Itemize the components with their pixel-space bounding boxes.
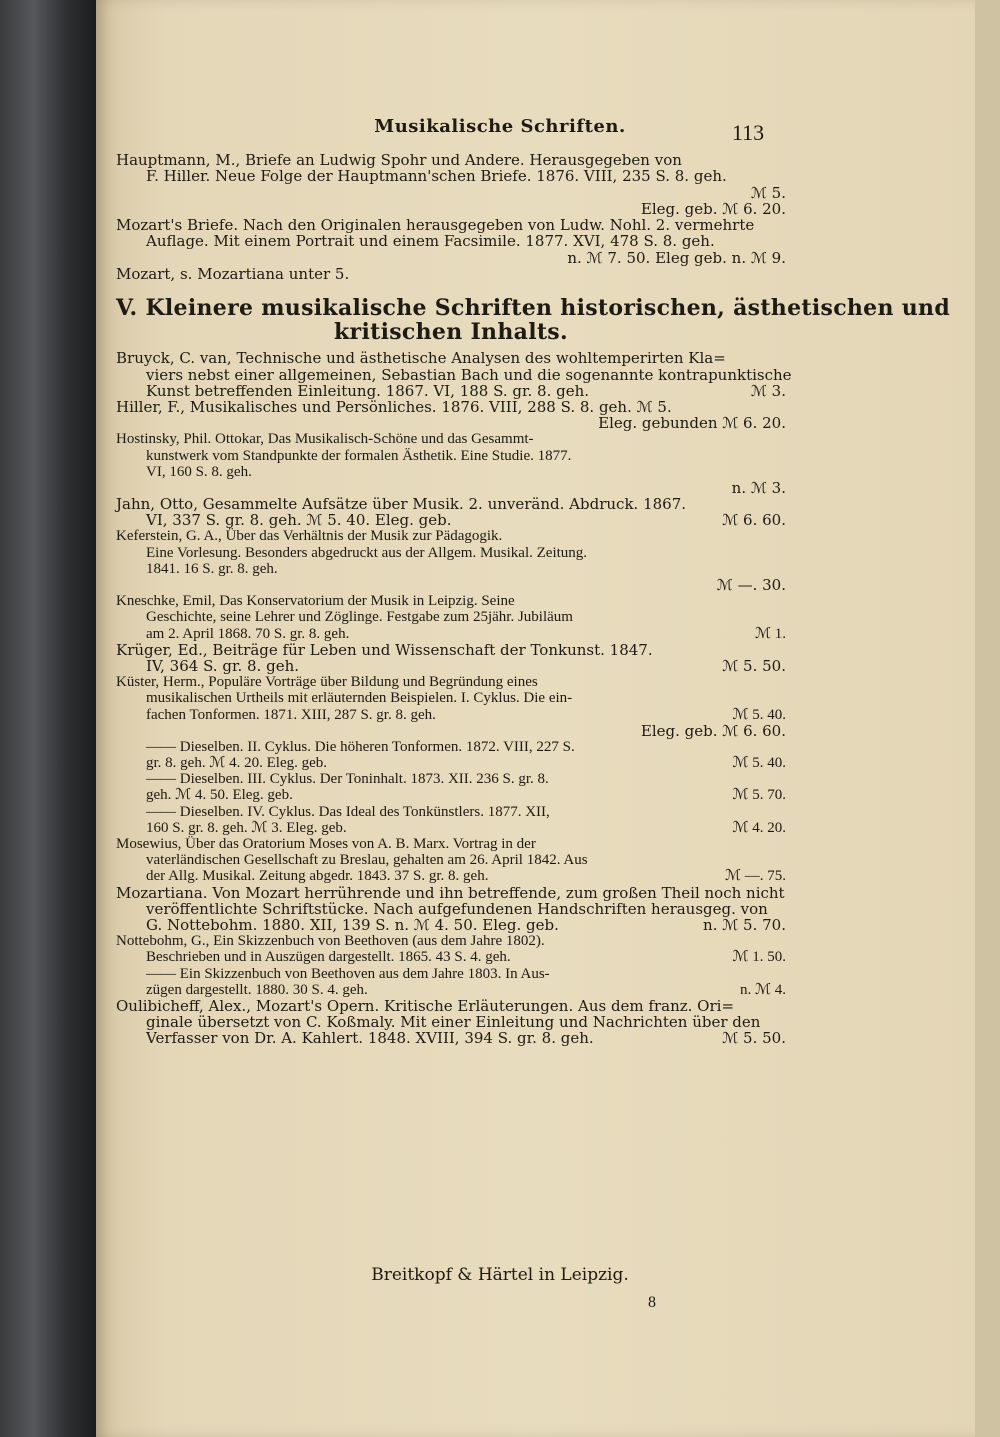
- entry-text: Bruyck, C. van, Technische und ästhetische Analysen des wohltemperirten Kla=: [116, 349, 726, 368]
- page-edge: [975, 0, 1000, 1437]
- entry-line: [116, 217, 786, 233]
- catalog-entries-top: [116, 152, 786, 282]
- entry-line: [116, 658, 786, 674]
- catalog-entry: [116, 998, 786, 1047]
- entry-text: Auflage. Mit einem Portrait und einem Facsimile. 1877. XVI, 478 S. 8. geh.: [146, 232, 715, 251]
- entry-line: [116, 707, 786, 723]
- entry-text: fachen Tonformen. 1871. XIII, 287 S. gr. 8. geh.: [146, 706, 436, 723]
- price: n. ℳ 3.: [731, 478, 786, 497]
- entry-line: [116, 901, 786, 917]
- entry-line: [116, 512, 786, 528]
- entry-line: [116, 723, 786, 739]
- entry-text: Eine Vorlesung. Besonders abgedruckt aus der Allgem. Musikal. Zeitung.: [146, 544, 588, 561]
- price: ℳ —. 75.: [724, 868, 786, 885]
- entry-text: Oulibicheff, Alex., Mozart's Opern. Kritische Erläuterungen. Aus dem franz. Ori=: [116, 996, 735, 1015]
- entry-line: [116, 626, 786, 642]
- catalog-entry: [116, 593, 786, 642]
- entry-text: Hostinsky, Phil. Ottokar, Das Musikalisch-Schöne und das Gesammt-: [116, 431, 534, 448]
- entry-line: [116, 233, 786, 249]
- entry-text: geh. ℳ 4. 50. Eleg. geb.: [146, 787, 293, 804]
- entry-line: [116, 804, 786, 820]
- entry-text: G. Nottebohm. 1880. XII, 139 S. n. ℳ 4. 50. Eleg. geb.: [146, 915, 559, 934]
- entry-line: [116, 201, 786, 217]
- entry-line: [116, 674, 786, 690]
- entry-text: Nottebohm, G., Ein Skizzenbuch von Beethoven (aus dem Jahre 1802).: [116, 933, 545, 950]
- entry-text: Hiller, F., Musikalisches und Persönliches. 1876. VIII, 288 S. 8. geh. ℳ 5.: [116, 397, 672, 416]
- catalog-entry: [116, 966, 786, 998]
- price: Eleg. gebunden ℳ 6. 20.: [598, 414, 786, 433]
- catalog-entry: [116, 431, 786, 496]
- entry-text: Hauptmann, M., Briefe an Ludwig Spohr und Andere. Herausgegeben von: [116, 151, 682, 169]
- section-heading: V. Kleinere musikalische Schriften historischen, ästhetischen und: [116, 295, 951, 322]
- price: ℳ 5. 40.: [732, 706, 786, 723]
- entry-text: vaterländischen Gesellschaft zu Breslau, gehalten am 26. April 1842. Aus: [146, 852, 588, 869]
- entry-text: der Allg. Musikal. Zeitung abgedr. 1843. 37 S. gr. 8. geh.: [146, 868, 489, 885]
- catalog-entry: [116, 399, 786, 431]
- running-title: Musikalische Schriften.: [374, 116, 626, 137]
- catalog-entry: [116, 933, 786, 965]
- entry-line: [116, 820, 786, 836]
- entry-line: [116, 448, 786, 464]
- catalog-entry: [116, 217, 786, 266]
- entry-line: [116, 250, 786, 266]
- entry-text: Beschrieben und in Auszügen dargestellt. 1865. 43 S. 4. geh.: [146, 949, 511, 966]
- entry-line: [116, 415, 786, 431]
- entry-text: VI, 160 S. 8. geh.: [146, 463, 252, 480]
- price: ℳ 6. 60.: [722, 511, 786, 530]
- entry-text: veröffentlichte Schriftstücke. Nach aufgefundenen Handschriften herausgeg. von: [146, 899, 768, 918]
- price: n. ℳ 7. 50. Eleg geb. n. ℳ 9.: [567, 248, 786, 267]
- entry-text: Krüger, Ed., Beiträge für Leben und Wissenschaft der Tonkunst. 1847.: [116, 640, 653, 659]
- entry-line: [116, 1030, 786, 1046]
- entry-text: Jahn, Otto, Gesammelte Aufsätze über Musik. 2. unveränd. Abdruck. 1867.: [116, 495, 687, 514]
- catalog-entry: [116, 266, 786, 282]
- entry-line: [116, 966, 786, 982]
- price: n. ℳ 5. 70.: [703, 915, 786, 934]
- entry-text: Verfasser von Dr. A. Kahlert. 1848. XVIII, 394 S. gr. 8. geh.: [146, 1029, 594, 1048]
- entry-line: [116, 998, 786, 1014]
- entry-line: [116, 383, 786, 399]
- entry-text: musikalischen Urtheils mit erläuternden Beispielen. I. Cyklus. Die ein-: [146, 690, 573, 707]
- catalog-entry: [116, 804, 786, 836]
- entry-text: Mosewius, Über das Oratorium Moses von A. B. Marx. Vortrag in der: [116, 836, 536, 852]
- entry-text: —— Dieselben. IV. Cyklus. Das Ideal des Tonkünstlers. 1877. XII,: [146, 803, 550, 820]
- price: ℳ 5. 70.: [732, 787, 786, 804]
- page-number: 113: [732, 120, 765, 145]
- entry-text: Küster, Herm., Populäre Vorträge über Bildung und Begründung eines: [116, 674, 538, 691]
- entry-line: [116, 609, 786, 625]
- catalog-entry: [116, 642, 786, 674]
- signature-mark: 8: [648, 1294, 656, 1311]
- entry-text: Mozartiana. Von Mozart herrührende und ihn betreffende, zum großen Theil noch nicht: [116, 883, 785, 902]
- entry-line: [116, 739, 786, 755]
- entry-text: F. Hiller. Neue Folge der Hauptmann'schen Briefe. 1876. VIII, 235 S. 8. geh.: [146, 167, 727, 186]
- price: ℳ 1.: [754, 625, 786, 642]
- entry-text: —— Dieselben. III. Cyklus. Der Toninhalt. 1873. XII. 236 S. gr. 8.: [146, 771, 549, 788]
- entry-line: [116, 1014, 786, 1030]
- entry-text: viers nebst einer allgemeinen, Sebastian Bach und die sogenannte kontrapunktische: [146, 365, 792, 384]
- entry-text: Mozart's Briefe. Nach den Originalen herausgegeben von Ludw. Nohl. 2. vermehrte: [116, 216, 755, 235]
- entry-text: —— Dieselben. II. Cyklus. Die höheren Tonformen. 1872. VIII, 227 S.: [146, 738, 575, 755]
- price: ℳ 5. 50.: [722, 1029, 786, 1048]
- entry-text: gr. 8. geh. ℳ 4. 20. Eleg. geb.: [146, 755, 328, 772]
- price: ℳ 5. 40.: [732, 755, 786, 772]
- price: n. ℳ 4.: [739, 981, 786, 998]
- price: ℳ 1. 50.: [732, 949, 786, 966]
- entry-line: [116, 168, 786, 184]
- entry-line: [116, 885, 786, 901]
- entry-line: [116, 365, 792, 384]
- catalog-entry: [116, 739, 786, 771]
- entry-line: [116, 593, 786, 609]
- entry-line: [116, 528, 786, 544]
- entry-line: [116, 771, 786, 787]
- entry-text: Geschichte, seine Lehrer und Zöglinge. Festgabe zum 25jähr. Jubiläum: [146, 609, 573, 626]
- entry-line: [116, 496, 786, 512]
- entry-line: [116, 545, 786, 561]
- entry-line: [116, 152, 786, 168]
- book-spine: [0, 0, 96, 1437]
- entry-line: [116, 185, 786, 201]
- entry-line: [116, 868, 786, 884]
- entry-text: 160 S. gr. 8. geh. ℳ 3. Eleg. geb.: [146, 819, 347, 836]
- publisher-imprint: Breitkopf & Härtel in Leipzig.: [371, 1265, 629, 1285]
- entry-text: Kunst betreffenden Einleitung. 1867. VI, 188 S. gr. 8. geh.: [146, 381, 590, 400]
- entry-text: Keferstein, G. A., Über das Verhältnis der Musik zur Pädagogik.: [116, 528, 503, 545]
- entry-text: VI, 337 S. gr. 8. geh. ℳ 5. 40. Eleg. geb.: [146, 511, 452, 530]
- entry-text: Kneschke, Emil, Das Konservatorium der Musik in Leipzig. Seine: [116, 593, 515, 610]
- catalog-entry: [116, 152, 786, 217]
- entry-line: [116, 266, 786, 282]
- entry-line: [116, 480, 786, 496]
- entry-line: [116, 852, 786, 868]
- entry-line: [116, 561, 786, 577]
- entry-text: 1841. 16 S. gr. 8. geh.: [146, 560, 278, 577]
- entry-line: [116, 399, 786, 415]
- price: Eleg. geb. ℳ 6. 60.: [640, 721, 786, 740]
- entry-line: [116, 431, 786, 447]
- entry-line: [116, 350, 786, 366]
- entry-text: am 2. April 1868. 70 S. gr. 8. geh.: [146, 625, 350, 642]
- entry-line: [116, 577, 786, 593]
- entry-line: [116, 949, 786, 965]
- entry-line: [116, 933, 786, 949]
- entry-line: [116, 917, 786, 933]
- catalog-entry: [116, 771, 786, 803]
- entry-line: [116, 982, 786, 998]
- entry-line: [116, 464, 786, 480]
- entry-line: [116, 755, 786, 771]
- entry-text: zügen dargestellt. 1880. 30 S. 4. geh.: [146, 981, 368, 998]
- entry-text: —— Ein Skizzenbuch von Beethoven aus dem Jahre 1803. In Aus-: [146, 965, 550, 982]
- catalog-entry: [116, 836, 786, 885]
- catalog-entry: [116, 674, 786, 739]
- entry-text: ginale übersetzt von C. Koßmaly. Mit einer Einleitung und Nachrichten über den: [146, 1013, 761, 1032]
- price: ℳ 5.: [750, 183, 786, 202]
- price: ℳ 5. 50.: [722, 656, 786, 675]
- entry-line: [116, 836, 786, 852]
- price: ℳ 4. 20.: [732, 819, 786, 836]
- entry-text: Mozart, s. Mozartiana unter 5.: [116, 265, 350, 284]
- price: ℳ —. 30.: [716, 576, 786, 594]
- entry-line: [116, 642, 786, 658]
- section-heading-continued: kritischen Inhalts.: [334, 319, 568, 346]
- price: Eleg. geb. ℳ 6. 20.: [640, 199, 786, 218]
- catalog-entry: [116, 496, 786, 528]
- entry-text: kunstwerk vom Standpunkte der formalen Ästhetik. Eine Studie. 1877.: [146, 447, 572, 464]
- catalog-entry: [116, 528, 786, 593]
- entry-text: IV, 364 S. gr. 8. geh.: [146, 656, 299, 675]
- catalog-entry: [116, 885, 786, 934]
- catalog-entries: [116, 349, 792, 1048]
- entry-line: [116, 690, 786, 706]
- entry-line: [116, 787, 786, 803]
- price: ℳ 3.: [750, 381, 786, 400]
- catalog-entry: [116, 349, 792, 400]
- catalog-body: [116, 151, 951, 1048]
